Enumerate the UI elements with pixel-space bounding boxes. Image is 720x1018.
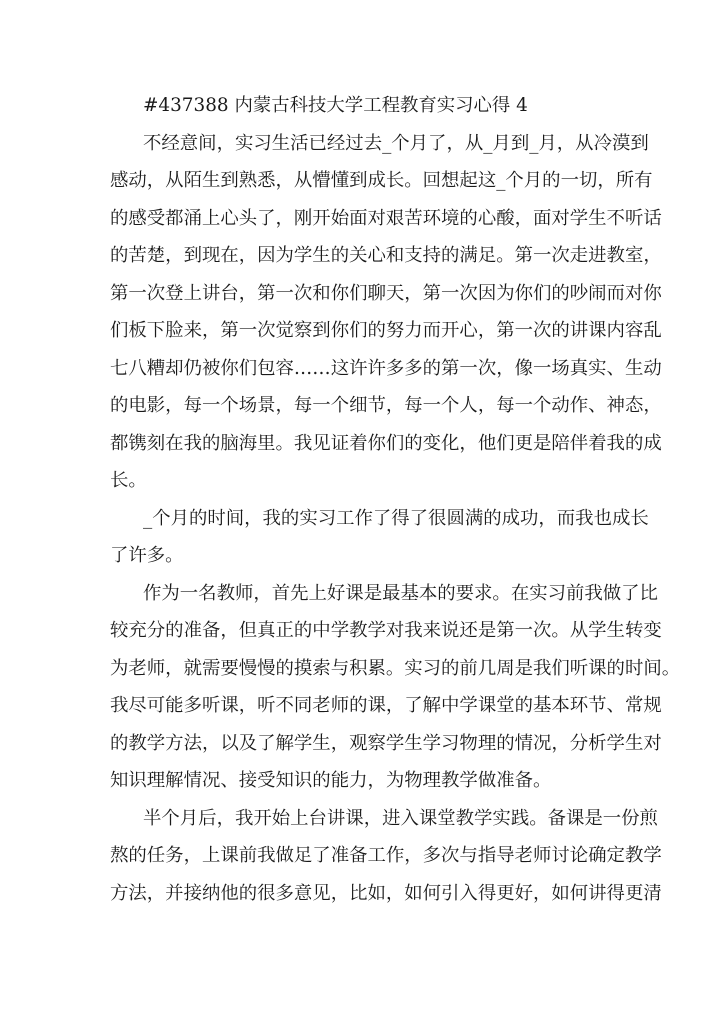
paragraph-line: 的苦楚，到现在，因为学生的关心和支持的满足。第一次走进教室， (110, 245, 662, 266)
paragraph-line: 作为一名教师，首先上好课是最基本的要求。在实习前我做了比 (143, 582, 658, 604)
paragraph-line: 我尽可能多听课，听不同老师的课，了解中学课堂的基本环节、常规 (110, 695, 662, 716)
paragraph (110, 500, 649, 575)
paragraph-line: 的电影，每一个场景，每一个细节，每一个人，每一个动作、神态， (110, 395, 662, 416)
paragraph-line: 的感受都涌上心头了，刚开始面对艰苦环境的心酸，面对学生不听话 (110, 207, 662, 229)
paragraph-line: 为老师，就需要慢慢的摸索与积累。实习的前几周是我们听课的时间。 (110, 657, 681, 679)
document-body (110, 125, 681, 913)
paragraph-line: 都镌刻在我的脑海里。我见证着你们的变化，他们更是陪伴着我的成 (110, 432, 662, 454)
paragraph-line: 熬的任务，上课前我做足了准备工作，多次与指导老师讨论确定教学 (110, 845, 662, 866)
paragraph-line: 不经意间，实习生活已经过去_个月了，从_月到_月，从冷漠到 (143, 132, 649, 154)
paragraph-line: 长。 (110, 470, 147, 491)
paragraph-line: 半个月后，我开始上台讲课，进入课堂教学实践。备课是一份煎 (143, 807, 658, 829)
paragraph-line: 的教学方法，以及了解学生，观察学生学习物理的情况，分析学生对 (110, 732, 662, 754)
paragraph (110, 125, 662, 500)
paragraph-line: 感动，从陌生到熟悉，从懵懂到成长。回想起这_个月的一切，所有 (110, 170, 653, 191)
paragraph-line: 方法，并接纳他的很多意见，比如，如何引入得更好，如何讲得更清 (110, 882, 662, 904)
paragraph-line: 第一次登上讲台，第一次和你们聊天，第一次因为你们的吵闹而对你 (110, 282, 662, 304)
paragraph-line: 七八糟却仍被你们包容……这许许多多的第一次，像一场真实、生动 (110, 357, 662, 379)
paragraph-line: 了许多。 (110, 545, 184, 566)
document-page (110, 87, 681, 912)
paragraph (110, 575, 681, 800)
document-title: #437388 内蒙古科技大学工程教育实习心得 4 (143, 95, 528, 116)
paragraph-line: 较充分的准备，但真正的中学教学对我来说还是第一次。从学生转变 (110, 620, 662, 641)
paragraph-line: 知识理解情况、接受知识的能力，为物理教学做准备。 (110, 770, 552, 791)
paragraph-line: _个月的时间，我的实习工作了得了很圆满的成功，而我也成长 (143, 507, 649, 529)
paragraph (110, 800, 662, 913)
paragraph-line: 们板下脸来，第一次觉察到你们的努力而开心，第一次的讲课内容乱 (110, 320, 662, 341)
